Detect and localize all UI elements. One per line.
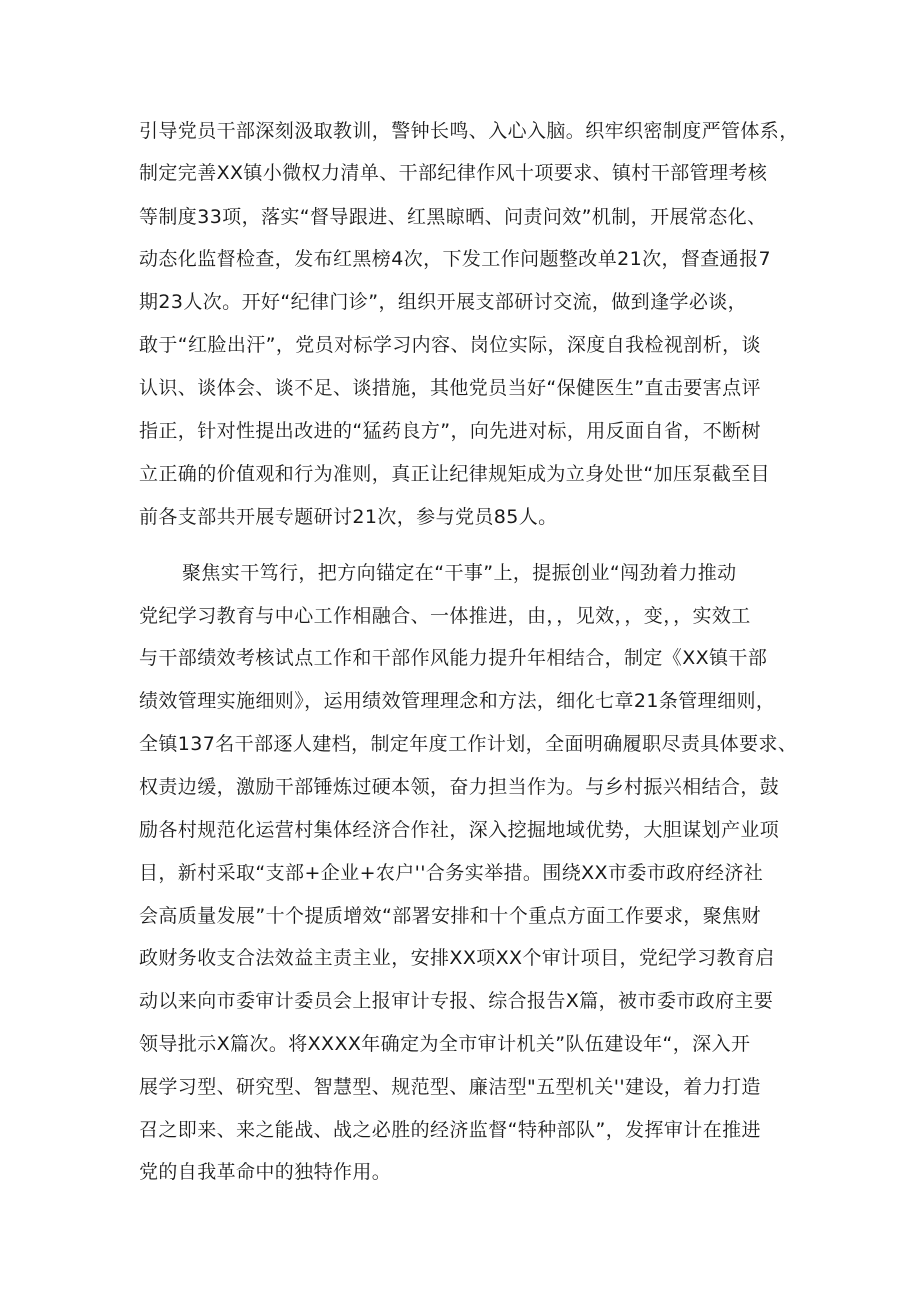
paragraph-1-line: 等制度33项，落实“督导跟进、红黑晾晒、问责问效”机制，开展常态化、 [139,206,767,228]
paragraph-2-line: 召之即来、来之能战、战之必胜的经济监督“特种部队”，发挥审计在推进 [139,1119,761,1141]
paragraph-1-line: 期23人次。开好“纪律门诊”，组织开展支部研讨交流，做到逢学必谈， [139,291,748,313]
paragraph-2-line: 全镇137名干部逐人建档，制定年度工作计划，全面明确履职尽责具体要求、 [139,733,798,755]
paragraph-2-line: 绩效管理实施细则》，运用绩效管理理念和方法，细化七章21条管理细则， [139,690,776,712]
paragraph-2-line: 展学习型、研究型、智慧型、规范型、廉洁型"五型机关''建设，着力打造 [139,1076,761,1098]
paragraph-2-line: 政财务收支合法效益主责主业，安排XX项XX个审计项目，党纪学习教育启 [139,947,775,969]
paragraph-1-line: 敢于“红脸出汗”，党员对标学习内容、岗位实际，深度自我检视剖析，谈 [139,334,761,356]
paragraph-1-line: 动态化监督检查，发布红黑榜4次，下发工作问题整改单21次，督查通报7 [139,248,771,270]
paragraph-2-line: 目，新村采取“支部+企业+农户''合务实举措。围绕XX市委市政府经济社 [139,862,764,884]
paragraph-1-line: 立正确的价值观和行为准则，真正让纪律规矩成为立身处世“加压泵截至目 [139,463,771,485]
paragraph-2-line: 励各村规范化运营村集体经济合作社，深入挖掘地域优势，大胆谋划产业项 [139,819,780,841]
paragraph-2-line: 动以来向市委审计委员会上报审计专报、综合报告X篇，被市委市政府主要 [139,990,774,1012]
paragraph-2-line: 会高质量发展”十个提质增效“部署安排和十个重点方面工作要求，聚焦财 [139,905,761,927]
paragraph-2-line: 党纪学习教育与中心工作相融合、一体推进，由，，见效，，变，，实效工 [139,605,751,627]
paragraph-2-line: 聚焦实干笃行，把方向锚定在“干事”上，提振创业“闯劲着力推动 [182,562,737,584]
paragraph-1-line: 制定完善XX镇小微权力清单、干部纪律作风十项要求、镇村干部管理考核 [139,162,768,184]
paragraph-2-line: 权责边缓，激励干部锤炼过硬本领，奋力担当作为。与乡村振兴相结合，鼓 [139,776,780,798]
paragraph-1-line: 认识、谈体会、谈不足、谈措施，其他党员当好“保健医生”直击要害点评 [139,377,761,399]
paragraph-1-line: 前各支部共开展专题研讨21次，参与党员85人。 [139,506,558,528]
paragraph-1-line: 指正，针对性提出改进的“猛药良方”，向先进对标，用反面自省，不断树 [139,420,761,442]
paragraph-2-line: 领导批示X篇次。将XXXX年确定为全市审计机关”队伍建设年“，深入开 [139,1033,751,1055]
paragraph-2-line: 党的自我革命中的独特作用。 [139,1161,392,1183]
paragraph-2-line: 与干部绩效考核试点工作和干部作风能力提升年相结合，制定《XX镇干部 [139,647,768,669]
paragraph-1-line: 引导党员干部深刻汲取教训，警钟长鸣、入心入脑。织牢织密制度严管体系， [139,120,799,142]
